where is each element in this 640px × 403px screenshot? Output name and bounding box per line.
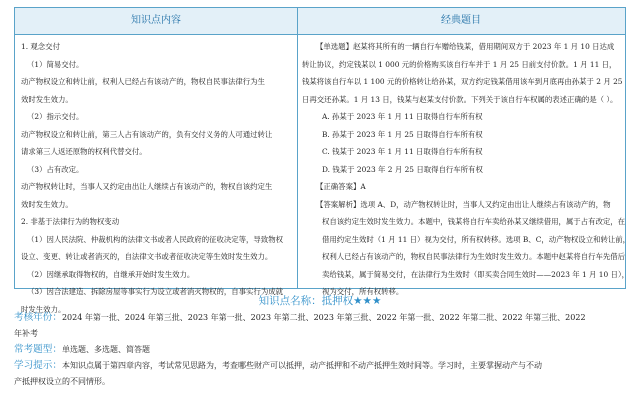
- knowledge-line: 效时发生效力。: [21, 94, 73, 104]
- knowledge-line: 1. 观念交付: [21, 42, 60, 51]
- knowledge-summary: [14, 292, 626, 390]
- question-line: 卖给钱某，属于简易交付，在法律行为生效时（即买卖合同生效时——2023 年 1 月 10 日），: [322, 269, 630, 279]
- knowledge-line: 请求第三人返还原物的权利代替交付。: [21, 147, 147, 156]
- study-tip-label: 学习提示：: [14, 360, 62, 371]
- knowledge-line: 2. 非基于法律行为的物权变动: [21, 217, 120, 226]
- exam-years-value: 2024 年第一批、2024 年第三批、2023 年第一批、2023 年第二批、2023 年第三批、2022 年第一批、2022 年第二批、2022 年第三批、2022: [61, 313, 586, 322]
- exam-years-value-cont: 年补考: [14, 329, 38, 338]
- knowledge-line: （1）因人民法院、仲裁机构的法律文书或者人民政府的征收决定等，导致物权: [27, 234, 283, 244]
- question-line: 转让协议，约定钱某以 1 000 元的价格购买该自行车并于 1 月 25 日前支付价款。1 月 11 日，: [302, 59, 617, 69]
- classic-question-cell: [302, 38, 631, 301]
- table-header: [15, 8, 625, 35]
- knowledge-point-label: 知识点名称：: [258, 295, 322, 307]
- knowledge-line: （1）简易交付。: [27, 59, 84, 69]
- knowledge-line: （3）占有改定。: [27, 164, 84, 174]
- knowledge-line: （2）因继承取得物权的，自继承开始时发生效力。: [27, 269, 195, 279]
- knowledge-content-cell: [21, 38, 293, 318]
- question-line: 【单选题】赵某将其所有的一辆自行车赠给钱某，借用期间双方于 2023 年 1 月 10 日达成: [316, 42, 615, 51]
- knowledge-point-title: [14, 292, 626, 310]
- knowledge-line: 设立、变更、转让或者消灭的，自法律文书或者征收决定等生效时发生效力。: [21, 252, 273, 261]
- header-content-column: 知识点内容: [131, 15, 181, 26]
- question-line: D. 钱某于 2023 年 2 月 25 日取得自行车所有权: [322, 164, 483, 174]
- exam-years-row: [14, 310, 626, 342]
- question-line: 权自该约定生效时发生效力。本题中，钱某将自行车卖给孙某又继续借用，属于占有改定，在: [322, 217, 626, 226]
- question-line: B. 孙某于 2023 年 1 月 25 日取得自行车所有权: [322, 129, 483, 139]
- knowledge-line: 效时发生效力。: [21, 199, 73, 209]
- question-line: 【答案解析】选项 A、D，动产物权转让时，当事人又约定由出让人继续占有该动产的，物: [316, 199, 611, 209]
- question-line: 钱某将该自行车以 1 100 元的价格转让给孙某，双方约定钱某借用该车到月底再由孙某于 2 月 25: [302, 77, 623, 86]
- question-line: C. 钱某于 2023 年 1 月 11 日取得自行车所有权: [322, 147, 483, 156]
- knowledge-line: （2）指示交付。: [27, 112, 84, 121]
- question-line: 借用约定生效时（1 月 11 日）视为交付，所有权转移。选项 B、C，动产物权设立和转让前，: [322, 234, 631, 244]
- exam-years-label: 考核年份：: [14, 312, 62, 323]
- question-line: 【正确答案】A: [316, 182, 366, 191]
- question-line: 权利人已经占有该动产的，物权自民事法律行为生效时发生效力。本题中赵某将自行车先借后: [322, 252, 626, 261]
- knowledge-line: 动产物权转让时，当事人又约定由出让人继续占有该动产的，物权自该约定生: [21, 182, 273, 191]
- knowledge-line: （3）因合法建造、拆除房屋等事实行为设立或者消灭物权的，自事实行为成就: [27, 287, 283, 296]
- question-types-value: 单选题、多选题、简答题: [61, 345, 150, 354]
- question-line: A. 孙某于 2023 年 1 月 11 日取得自行车所有权: [322, 112, 483, 121]
- header-question-column: 经典题目: [441, 15, 481, 26]
- knowledge-line: 动产物权设立和转让前，第三人占有该动产的，负有交付义务的人可通过转让: [21, 129, 273, 139]
- column-divider: [297, 8, 298, 288]
- knowledge-line: 时发生效力。: [21, 304, 66, 314]
- knowledge-point-name: 抵押权: [321, 295, 354, 307]
- study-tip-value: 本知识点属于第四章内容，考试常见思路为，考查哪些财产可以抵押，动产抵押和不动产抵押生效时间等。学习时，主要掌握动产与不动: [61, 361, 542, 370]
- knowledge-line: 动产物权设立和转让前，权利人已经占有该动产的，物权自民事法律行为生: [21, 77, 265, 86]
- question-line: 视为交付，所有权转移。: [322, 287, 404, 296]
- question-types-label: 常考题型：: [14, 344, 62, 355]
- study-tip-value-cont: 产抵押权设立的不同情形。: [14, 377, 110, 386]
- question-types-row: [14, 342, 626, 358]
- question-line: 日再交还孙某。1 月 13 日，钱某与赵某支付价款。下列关于该自行车权属的表述正确的是（ ）。: [302, 94, 618, 104]
- difficulty-stars: ★★★: [353, 295, 382, 307]
- study-tip-row: [14, 358, 626, 390]
